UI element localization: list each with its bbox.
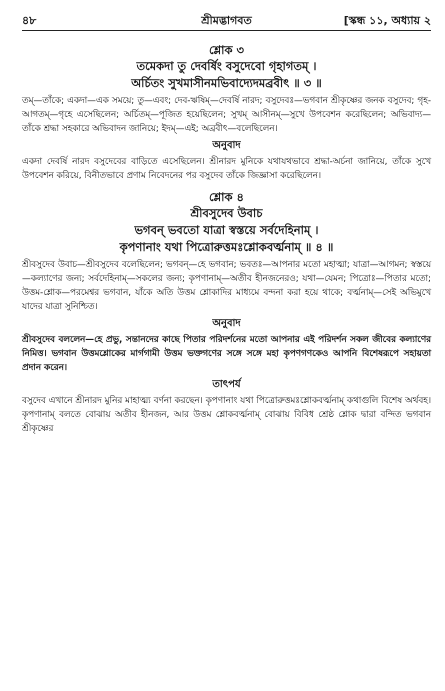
chapter-reference: [স্কন্ধ ১১, অধ্যায় ২ xyxy=(343,14,431,27)
header-rule xyxy=(22,30,431,31)
verse-3-heading: শ্লোক ৩ xyxy=(208,43,245,57)
verse-4-purport: বসুদেব এখানে শ্রীনারদ মুনির মাহাত্ম্য বর্ণনা করছেন। কৃপণানাং যথা পিত্রোরুত্তমঃশ্লোকবর্ত্মনাম্ কথাগুলি বিশেষ অর্থবহ। কৃপণানাম্ বলতে বোঝায় অতীব হীনজন, আর উত্তম শ্লোকবর্ত্মনাম্ বোঝায় বিবিধ শ্রেষ্ঠ শ্লোক দ্বারা বন্দিত ভগবান শ্রীকৃষ্ণের xyxy=(22,396,431,434)
verse-4-heading: শ্লোক ৪ xyxy=(208,190,245,204)
verse-3-line-2: অর্চিতং সুখমাসীনমভিবাদ্যেদমব্রবীৎ ॥ ৩ ॥ xyxy=(131,76,322,90)
verse-3-synonyms: তম্—তাঁকে; একদা—এক সময়ে; তু—এবং; দেব-ঋষিম্—দেবর্ষি নারদ; বসুদেবঃ—ভগবান শ্রীকৃষ্ণের জনক বসুদেব; গৃহ-আগতম্—গৃহে এসেছিলেন; অর্চিতম্—পূজিত হয়েছিলেন; সুখম্ আসীনম্—সুখে উপবেশন করেছিলেন; অভিবাদ্য—তাঁকে শ্রদ্ধা সহকারে অভিবাদন জানিয়ে; ইদম্—এই; অব্রবীৎ—বলেছিলেন। xyxy=(22,96,431,134)
verse-4-line-2: কৃপণানাং যথা পিত্রোরুত্তমঃশ্লোকবর্ত্মনাম্ ॥ ৪ ॥ xyxy=(119,240,334,254)
page-content xyxy=(22,40,431,436)
book-title: শ্রীমদ্ভাগবত xyxy=(201,14,252,27)
verse-4-translation-heading: অনুবাদ xyxy=(212,318,241,329)
verse-4-purport-heading: তাৎপর্য xyxy=(212,379,241,390)
verse-3-line-1: তমেকদা তু দেবর্ষিং বসুদেবো গৃহাগতম্ । xyxy=(136,59,317,73)
verse-4-speaker: শ্রীবসুদেব উবাচ xyxy=(190,206,263,220)
page-header xyxy=(22,12,431,28)
verse-4-translation: শ্রীবসুদেব বললেন—হে প্রভু, সন্তানদের কাছে পিতার পরিদর্শনের মতো আপনার এই পরিদর্শন সকল জীবের কল্যাণের নিমিত্ত। ভগবান উত্তমশ্লোকের মার্গগামী উত্তম ভক্তগণের সঙ্গে সঙ্গে মহা কৃপণগণকেও আপনি বিশেষরূপে সহায়তা প্রদান করেন। xyxy=(22,335,431,373)
verse-4-line-1: ভগবন্ ভবতো যাত্রা স্বস্তয়ে সর্বদেহিনাম্ । xyxy=(134,223,319,237)
page-number: ৪৮ xyxy=(22,14,37,27)
verse-4-synonyms: শ্রীবসুদেব উবাচ—শ্রীবসুদেব বলেছিলেন; ভগবন্—হে ভগবান; ভবতঃ—আপনার মতো মহাত্মা; যাত্রা—আগমন; স্বস্তয়ে—কল্যাণের জন্য; সর্বদেহিনাম্—সকলের জন্য; কৃপণানাম্—অতীব হীনজনেরও; যথা—যেমন; পিত্রোঃ—পিতার মতো; উত্তম-শ্লোক—পরমেশ্বর ভগবান, যাঁকে অতি উত্তম শ্লোকাদির মাধ্যমে বন্দনা করা হয়ে থাকে; বর্ত্মনাম্—সেই অভিমুখে যাদের যাত্রা সুনিশ্চিত। xyxy=(22,260,431,312)
verse-3-translation-heading: অনুবাদ xyxy=(212,140,241,151)
verse-3-translation: একদা দেবর্ষি নারদ বসুদেবের বাড়িতে এসেছিলেন। শ্রীনারদ মুনিকে যথাযথভাবে শ্রদ্ধা-অর্চনা জানিয়ে, তাঁকে সুখে উপবেশন করিয়ে, বিনীতভাবে প্রণাম নিবেদনের পর বসুদেব তাঁকে জিজ্ঞাসা করেছিলেন। xyxy=(22,157,431,181)
